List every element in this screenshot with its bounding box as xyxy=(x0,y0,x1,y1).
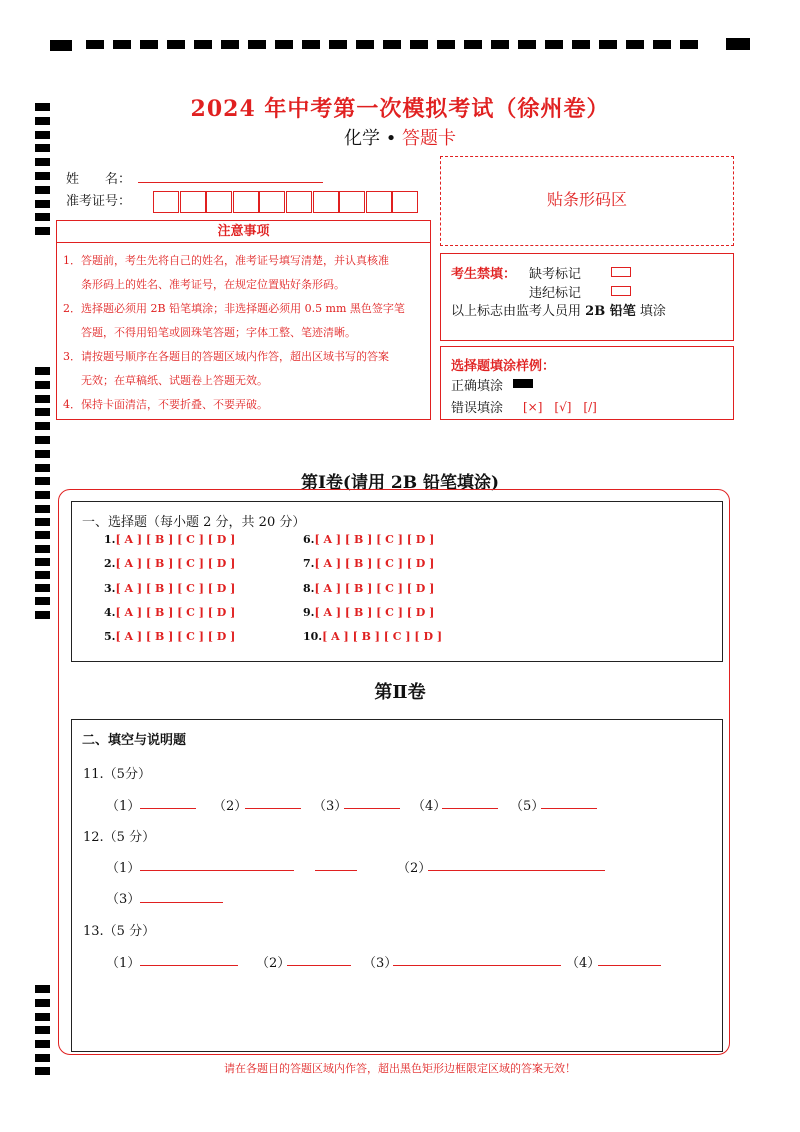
question-number: 10. xyxy=(303,630,323,643)
notice-line-2: 条形码上的姓名、准考证号，在规定位置贴好条形码。 xyxy=(81,278,345,291)
forbidden-note-pre: 以上标志由监考人员用 xyxy=(451,304,582,319)
violation-mark-box[interactable] xyxy=(611,286,631,296)
choice-question[interactable] xyxy=(303,557,434,570)
q13-blank-2[interactable] xyxy=(287,965,351,966)
question-number: 9. xyxy=(303,606,315,619)
fill-section-title: 二、填空与说明题 xyxy=(82,733,187,748)
q11-part4-label: （4） xyxy=(412,799,447,814)
notice-line-4: 答题，不得用铅笔或圆珠笔答题；字体工整、笔迹清晰。 xyxy=(81,326,356,339)
q13-part1-label: （1） xyxy=(106,956,141,971)
absent-label: 缺考标记 xyxy=(529,267,582,282)
answer-options[interactable]: [ A ] [ B ] [ C ] [ D ] xyxy=(314,606,435,619)
name-label: 姓 名： xyxy=(66,172,132,187)
correct-label: 正确填涂 xyxy=(451,379,504,394)
notice-line-1: 1．答题前，考生先将自己的姓名，准考证号填写清楚，并认真核准 xyxy=(63,254,389,267)
answer-options[interactable]: [ A ] [ B ] [ C ] [ D ] xyxy=(314,582,435,595)
q13-part2-label: （2） xyxy=(256,956,291,971)
fill-section xyxy=(71,719,723,1052)
answer-options[interactable]: [ A ] [ B ] [ C ] [ D ] xyxy=(322,630,443,643)
part2-title: 第Ⅱ卷 xyxy=(374,682,426,703)
subject-label: 化学 xyxy=(343,128,380,149)
timing-mark xyxy=(35,597,50,605)
q12-part3-label: （3） xyxy=(106,892,141,907)
question-number: 1. xyxy=(104,533,116,546)
id-digit-box[interactable] xyxy=(286,191,312,213)
choice-question[interactable] xyxy=(104,533,235,546)
barcode-label: 贴条形码区 xyxy=(546,190,627,209)
answer-options[interactable]: [ A ] [ B ] [ C ] [ D ] xyxy=(314,557,435,570)
card-subtitle xyxy=(0,124,800,150)
forbidden-box xyxy=(440,253,734,341)
question-number: 7. xyxy=(303,557,315,570)
q13-blank-1[interactable] xyxy=(140,965,238,966)
timing-mark xyxy=(35,450,50,458)
q11-blank-2[interactable] xyxy=(245,808,301,809)
timing-mark xyxy=(35,1026,50,1034)
timing-mark xyxy=(35,545,50,553)
timing-mark xyxy=(35,999,50,1007)
card-label: 答题卡 xyxy=(402,128,457,149)
name-field[interactable] xyxy=(138,182,323,183)
q12-blank-1b[interactable] xyxy=(315,870,357,871)
wrong-label: 错误填涂 xyxy=(451,401,504,416)
choice-question[interactable] xyxy=(303,606,434,619)
timing-mark xyxy=(35,985,50,993)
correct-fill-sample xyxy=(513,379,533,388)
q11-part3-label: （3） xyxy=(313,799,348,814)
timing-mark xyxy=(35,158,50,166)
timing-mark xyxy=(35,186,50,194)
q12-part2-label: （2） xyxy=(397,861,432,876)
notice-box xyxy=(56,220,431,420)
choice-question[interactable] xyxy=(303,582,434,595)
timing-mark xyxy=(35,611,50,619)
barcode-area xyxy=(440,156,734,246)
answer-options[interactable]: [ A ] [ B ] [ C ] [ D ] xyxy=(115,606,236,619)
question-number: 8. xyxy=(303,582,315,595)
q13-blank-3[interactable] xyxy=(393,965,561,966)
id-digit-box[interactable] xyxy=(339,191,365,213)
timing-mark xyxy=(35,408,50,416)
timing-mark xyxy=(35,531,50,539)
id-digit-box[interactable] xyxy=(180,191,206,213)
answer-options[interactable]: [ A ] [ B ] [ C ] [ D ] xyxy=(115,582,236,595)
q11-blank-1[interactable] xyxy=(140,808,196,809)
violation-label: 违纪标记 xyxy=(529,286,582,301)
q11-part2-label: （2） xyxy=(213,799,248,814)
id-digit-box[interactable] xyxy=(153,191,179,213)
question-number: 2. xyxy=(104,557,116,570)
question-number: 6. xyxy=(303,533,315,546)
footer-warning: 请在各题目的答题区域内作答，超出黑色矩形边框限定区域的答案无效！ xyxy=(224,1062,576,1075)
absent-mark-box[interactable] xyxy=(611,267,631,277)
timing-mark xyxy=(35,1040,50,1048)
q11-part5-label: （5） xyxy=(510,799,545,814)
timing-mark xyxy=(35,367,50,375)
notice-line-3: 2．选择题必须用 2B 铅笔填涂；非选择题必须用 0.5 mm 黑色签字笔 xyxy=(63,302,405,315)
q13-part4-label: （4） xyxy=(566,956,601,971)
q11-blank-4[interactable] xyxy=(442,808,498,809)
question-number: 5. xyxy=(104,630,116,643)
timing-mark xyxy=(35,213,50,221)
notice-line-5: 3．请按题号顺序在各题目的答题区域内作答，超出区域书写的答案 xyxy=(63,350,389,363)
timing-mark xyxy=(35,227,50,235)
q12-part1-label: （1） xyxy=(106,861,141,876)
id-digit-box[interactable] xyxy=(259,191,285,213)
timing-mark xyxy=(35,172,50,180)
timing-mark xyxy=(35,395,50,403)
q11-blank-3[interactable] xyxy=(344,808,400,809)
id-digit-box[interactable] xyxy=(392,191,418,213)
q11-label: 11.（5分） xyxy=(83,767,151,782)
timing-mark xyxy=(35,1013,50,1021)
timing-mark xyxy=(35,422,50,430)
question-number: 3. xyxy=(104,582,116,595)
forbidden-title: 考生禁填： xyxy=(451,267,517,282)
timing-mark xyxy=(35,436,50,444)
notice-line-7: 4．保持卡面清洁，不要折叠、不要弄破。 xyxy=(63,398,268,411)
answer-options[interactable]: [ A ] [ B ] [ C ] [ D ] xyxy=(115,533,236,546)
notice-line-6: 无效；在草稿纸、试题卷上答题无效。 xyxy=(81,374,268,387)
timing-mark xyxy=(35,584,50,592)
choice-question[interactable] xyxy=(104,606,235,619)
forbidden-note-bold: 2B 铅笔 xyxy=(585,304,636,319)
q12-blank-3[interactable] xyxy=(140,902,223,903)
timing-mark xyxy=(35,200,50,208)
answer-options[interactable]: [ A ] [ B ] [ C ] [ D ] xyxy=(314,533,435,546)
choice-question[interactable] xyxy=(104,630,235,643)
q11-blank-5[interactable] xyxy=(541,808,597,809)
answer-options[interactable]: [ A ] [ B ] [ C ] [ D ] xyxy=(115,557,236,570)
q13-part3-label: （3） xyxy=(363,956,398,971)
timing-mark xyxy=(35,505,50,513)
question-number: 4. xyxy=(104,606,116,619)
sample-box xyxy=(440,346,734,420)
choice-question[interactable] xyxy=(303,630,442,643)
timing-mark xyxy=(35,558,50,566)
wrong-marks: [×] [√] [/] xyxy=(523,400,597,414)
page-title: 2024 年中考第一次模拟考试（徐州卷） xyxy=(190,96,610,122)
q12-blank-2[interactable] xyxy=(428,870,605,871)
choice-question[interactable] xyxy=(104,557,235,570)
forbidden-note-post: 填涂 xyxy=(639,304,666,319)
choice-question[interactable] xyxy=(303,533,434,546)
choice-question[interactable] xyxy=(104,582,235,595)
id-label: 准考证号： xyxy=(66,194,132,209)
q13-blank-4[interactable] xyxy=(598,965,661,966)
q13-label: 13.（5 分） xyxy=(83,924,156,939)
q12-label: 12.（5 分） xyxy=(83,830,156,845)
answer-options[interactable]: [ A ] [ B ] [ C ] [ D ] xyxy=(115,630,236,643)
choice-section-title: 一、选择题（每小题 2 分，共 20 分） xyxy=(82,515,306,530)
forbidden-note xyxy=(451,300,666,319)
id-digit-box[interactable] xyxy=(366,191,392,213)
notice-title: 注意事项 xyxy=(57,221,430,243)
timing-mark xyxy=(35,381,50,389)
timing-mark xyxy=(35,571,50,579)
part1-title: 第Ⅰ卷(请用 2B 铅笔填涂) xyxy=(300,473,500,493)
id-digit-box[interactable] xyxy=(206,191,232,213)
sample-title: 选择题填涂样例： xyxy=(451,359,556,374)
timing-mark xyxy=(35,518,50,526)
q12-blank-1a[interactable] xyxy=(140,870,294,871)
id-digit-box[interactable] xyxy=(233,191,259,213)
id-digit-box[interactable] xyxy=(313,191,339,213)
q11-part1-label: （1） xyxy=(106,799,141,814)
separator-dot: • xyxy=(385,128,397,149)
